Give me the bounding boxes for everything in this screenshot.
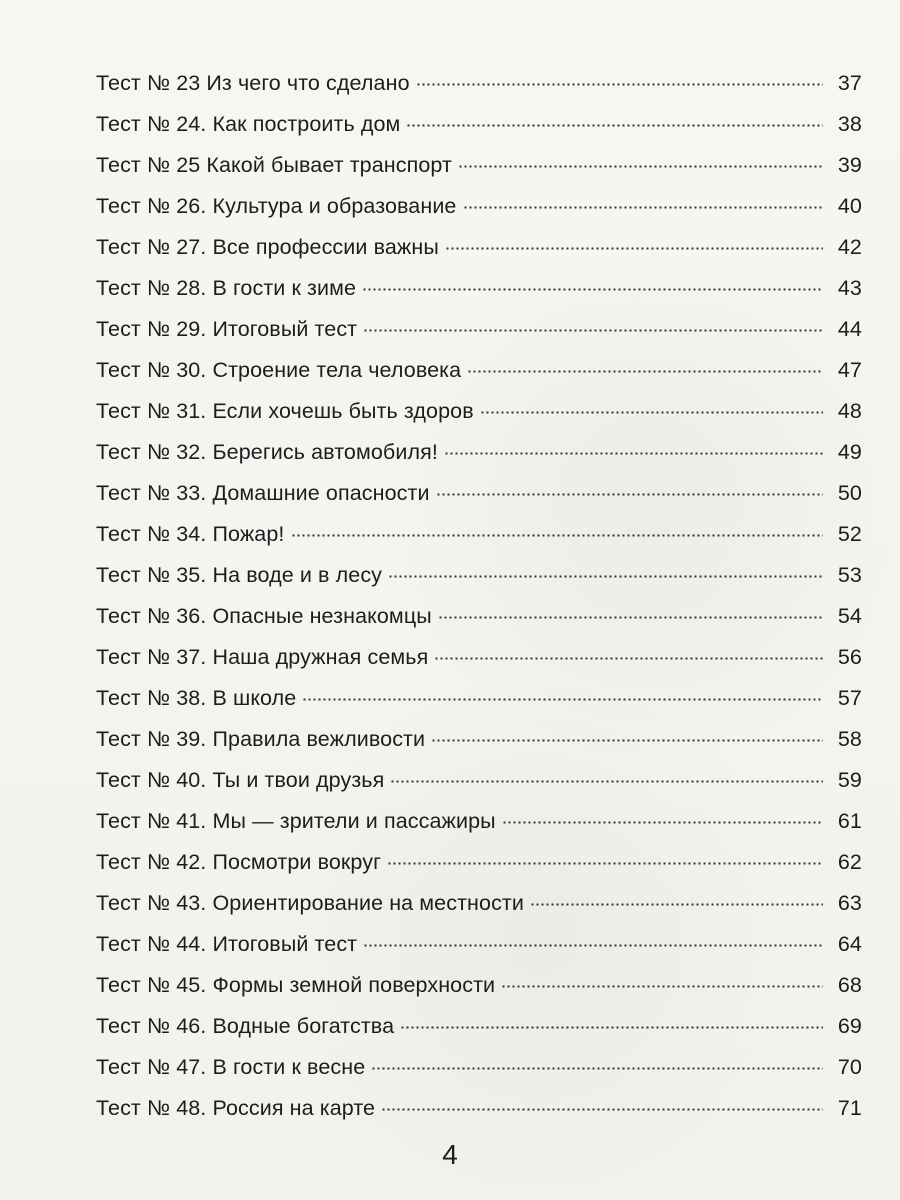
toc-entry-title: Тест № 27. Все профессии важны [96, 235, 439, 259]
table-of-contents [96, 68, 862, 1134]
dot-leader [431, 739, 823, 742]
toc-entry-page: 62 [837, 850, 862, 874]
toc-entry-page: 52 [837, 522, 862, 546]
toc-entry [96, 478, 862, 519]
dot-leader [362, 288, 823, 291]
toc-entry-page: 48 [837, 399, 862, 423]
toc-entry [96, 560, 862, 601]
toc-entry [96, 1011, 862, 1052]
toc-entry-title: Тест № 47. В гости к весне [96, 1055, 366, 1079]
dot-leader [406, 124, 823, 127]
toc-entry-title: Тест № 23 Из чего что сделано [96, 71, 410, 95]
toc-entry [96, 642, 862, 683]
toc-entry-title: Тест № 29. Итоговый тест [96, 317, 358, 341]
toc-entry-title: Тест № 24. Как построить дом [96, 112, 401, 136]
toc-entry-title: Тест № 32. Берегись автомобиля! [96, 440, 438, 464]
toc-entry-page: 57 [837, 686, 862, 710]
dot-leader [388, 575, 823, 578]
toc-entry [96, 970, 862, 1011]
toc-entry-title: Тест № 28. В гости к зиме [96, 276, 357, 300]
toc-entry-title: Тест № 45. Формы земной поверхности [96, 973, 496, 997]
dot-leader [434, 657, 823, 660]
toc-entry-title: Тест № 31. Если хочешь быть здоров [96, 399, 474, 423]
toc-entry-title: Тест № 37. Наша дружная семья [96, 645, 429, 669]
toc-entry [96, 437, 862, 478]
toc-entry [96, 191, 862, 232]
toc-entry-page: 50 [837, 481, 862, 505]
page-number: 4 [442, 1139, 458, 1170]
toc-entry-page: 49 [837, 440, 862, 464]
dot-leader [291, 534, 824, 537]
toc-entry-page: 68 [837, 973, 862, 997]
toc-entry [96, 806, 862, 847]
toc-entry-page: 59 [837, 768, 862, 792]
dot-leader [458, 165, 823, 168]
toc-entry [96, 765, 862, 806]
toc-entry-title: Тест № 36. Опасные незнакомцы [96, 604, 432, 628]
toc-entry [96, 683, 862, 724]
toc-entry-page: 43 [837, 276, 862, 300]
toc-entry-page: 38 [837, 112, 862, 136]
toc-entry-page: 70 [837, 1055, 862, 1079]
toc-entry-page: 42 [837, 235, 862, 259]
dot-leader [436, 493, 823, 496]
dot-leader [501, 985, 823, 988]
dot-leader [363, 944, 823, 947]
toc-entry-title: Тест № 26. Культура и образование [96, 194, 457, 218]
dot-leader [416, 83, 823, 86]
toc-entry-title: Тест № 43. Ориентирование на местности [96, 891, 524, 915]
toc-entry-page: 44 [837, 317, 862, 341]
toc-entry [96, 68, 862, 109]
dot-leader [480, 411, 823, 414]
toc-entry [96, 273, 862, 314]
toc-entry [96, 314, 862, 355]
toc-entry [96, 724, 862, 765]
dot-leader [445, 247, 823, 250]
toc-entry-title: Тест № 46. Водные богатства [96, 1014, 395, 1038]
dot-leader [502, 821, 823, 824]
toc-entry [96, 232, 862, 273]
dot-leader [444, 452, 823, 455]
dot-leader [530, 903, 823, 906]
toc-entry-page: 40 [837, 194, 862, 218]
toc-entry-page: 56 [837, 645, 862, 669]
toc-entry [96, 396, 862, 437]
dot-leader [387, 862, 823, 865]
toc-entry [96, 888, 862, 929]
toc-entry [96, 1093, 862, 1134]
toc-entry-title: Тест № 48. Россия на карте [96, 1096, 376, 1120]
toc-entry-page: 53 [837, 563, 862, 587]
dot-leader [467, 370, 823, 373]
toc-entry [96, 355, 862, 396]
toc-entry [96, 519, 862, 560]
toc-entry-page: 61 [837, 809, 862, 833]
dot-leader [463, 206, 824, 209]
toc-entry-title: Тест № 42. Посмотри вокруг [96, 850, 382, 874]
toc-entry-page: 47 [837, 358, 862, 382]
toc-entry-title: Тест № 34. Пожар! [96, 522, 285, 546]
toc-entry-title: Тест № 40. Ты и твои друзья [96, 768, 385, 792]
toc-entry-title: Тест № 39. Правила вежливости [96, 727, 426, 751]
toc-entry-page: 58 [837, 727, 862, 751]
toc-entry [96, 847, 862, 888]
toc-entry-title: Тест № 44. Итоговый тест [96, 932, 358, 956]
toc-entry-page: 39 [837, 153, 862, 177]
toc-entry-page: 64 [837, 932, 862, 956]
dot-leader [371, 1067, 823, 1070]
toc-entry-page: 69 [837, 1014, 862, 1038]
toc-entry-title: Тест № 35. На воде и в лесу [96, 563, 383, 587]
toc-entry-page: 54 [837, 604, 862, 628]
toc-entry [96, 109, 862, 150]
toc-entry-title: Тест № 33. Домашние опасности [96, 481, 430, 505]
toc-entry [96, 929, 862, 970]
toc-entry-title: Тест № 25 Какой бывает транспорт [96, 153, 452, 177]
toc-entry-title: Тест № 41. Мы — зрители и пассажиры [96, 809, 496, 833]
toc-entry-page: 71 [837, 1096, 862, 1120]
dot-leader [438, 616, 823, 619]
toc-entry [96, 601, 862, 642]
dot-leader [381, 1108, 823, 1111]
dot-leader [390, 780, 823, 783]
toc-entry [96, 1052, 862, 1093]
toc-entry-title: Тест № 38. В школе [96, 686, 297, 710]
toc-entry-title: Тест № 30. Строение тела человека [96, 358, 462, 382]
toc-entry [96, 150, 862, 191]
toc-entry-page: 63 [837, 891, 862, 915]
dot-leader [302, 698, 823, 701]
dot-leader [400, 1026, 823, 1029]
toc-entry-page: 37 [837, 71, 862, 95]
dot-leader [363, 329, 823, 332]
